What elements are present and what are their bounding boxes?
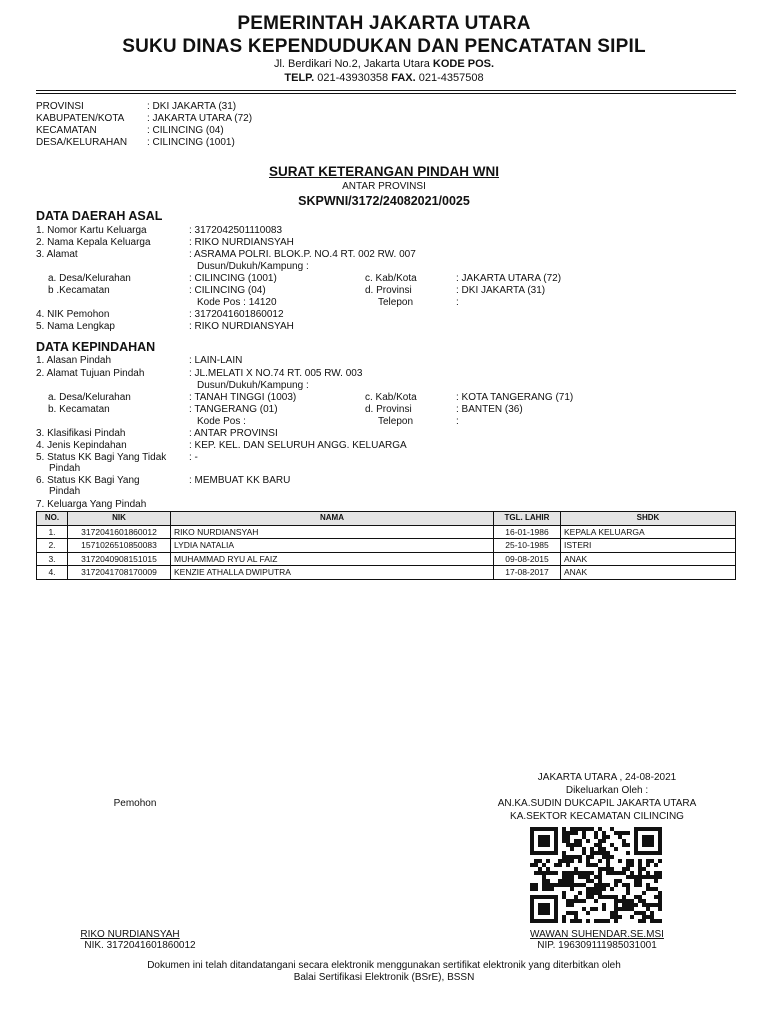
asal-kab-label: c. Kab/Kota [365, 273, 417, 284]
section-heading-kepindahan: DATA KEPINDAHAN [36, 340, 156, 354]
telp-value: 021-43930358 [314, 72, 392, 84]
pindah-status-tidak-label: 5. Status KK Bagi Yang Tidak [36, 452, 167, 463]
header-divider-thin [36, 93, 736, 94]
col-header-tgl-lahir: TGL. LAHIR [494, 512, 561, 526]
pindah-status-pindah-value: : MEMBUAT KK BARU [189, 475, 291, 486]
cell-shdk: ANAK [561, 552, 736, 566]
asal-alamat-value: : ASRAMA POLRI. BLOK.P. NO.4 RT. 002 RW. 007 [189, 249, 416, 260]
col-header-nik: NIK [68, 512, 171, 526]
pindah-dusun: Dusun/Dukuh/Kampung : [197, 380, 309, 391]
region-label-desa: DESA/KELURAHAN [36, 137, 128, 148]
region-label-kecamatan: KECAMATAN [36, 125, 97, 136]
cell-tgl-lahir: 16-01-1986 [494, 525, 561, 539]
telp-label: TELP. [284, 72, 315, 84]
cell-shdk: ANAK [561, 566, 736, 580]
pindah-jenis-label: 4. Jenis Kepindahan [36, 440, 127, 451]
header-divider [36, 90, 736, 91]
cell-shdk: ISTERI [561, 539, 736, 553]
region-label-kabkota: KABUPATEN/KOTA [36, 113, 125, 124]
asal-prov-label: d. Provinsi [365, 285, 412, 296]
pindah-telepon-value: : [456, 416, 459, 427]
cell-nama: MUHAMMAD RYU AL FAIZ [171, 552, 494, 566]
table-row [37, 566, 736, 580]
asal-telepon-value: : [456, 297, 459, 308]
footer-line2: Balai Sertifikasi Elektronik (BSrE), BSSN [293, 972, 475, 983]
pindah-keluarga-label: 7. Keluarga Yang Pindah [36, 499, 147, 510]
asal-prov-value: : DKI JAKARTA (31) [456, 285, 546, 296]
table-header-row [37, 512, 736, 526]
fax-label: FAX. [391, 72, 416, 84]
address-text: Jl. Berdikari No.2, Jakarta Utara [273, 58, 433, 70]
footer-line1: Dokumen ini telah ditandatangani secara elektronik menggunakan sertifikat elektronik yang diterbitkan oleh [147, 960, 621, 971]
asal-kodepos: Kode Pos : 14120 [197, 297, 277, 308]
cell-nik: 3172040908151015 [68, 552, 171, 566]
cell-nik: 1571026510850083 [68, 539, 171, 553]
pindah-status-pindah-label: 6. Status KK Bagi Yang [36, 475, 140, 486]
asal-nik-value: : 3172041601860012 [189, 309, 284, 320]
pindah-kec-label: b. Kecamatan [48, 404, 110, 415]
pindah-telepon-label: Telepon [378, 416, 414, 427]
pindah-prov-value: : BANTEN (36) [456, 404, 523, 415]
col-header-shdk: SHDK [561, 512, 736, 526]
asal-kk-label: 1. Nomor Kartu Keluarga [36, 225, 147, 236]
asal-dusun: Dusun/Dukuh/Kampung : [197, 261, 309, 272]
region-value-kabkota: : JAKARTA UTARA (72) [147, 113, 253, 124]
asal-nik-label: 4. NIK Pemohon [36, 309, 110, 320]
asal-desa-label: a. Desa/Kelurahan [48, 273, 131, 284]
pindah-kec-value: : TANGERANG (01) [189, 404, 278, 415]
cell-no: 1. [37, 525, 68, 539]
region-value-desa: : CILINCING (1001) [147, 137, 235, 148]
sign-place-date: JAKARTA UTARA , 24-08-2021 [537, 772, 677, 783]
col-header-nama: NAMA [171, 512, 494, 526]
region-label-provinsi: PROVINSI [36, 101, 84, 112]
pindah-kodepos: Kode Pos : [197, 416, 246, 427]
header-title-line1: PEMERINTAH JAKARTA UTARA [237, 13, 531, 34]
cell-nik: 3172041601860012 [68, 525, 171, 539]
section-heading-asal: DATA DAERAH ASAL [36, 209, 163, 223]
table-row [37, 552, 736, 566]
asal-nama-label: 5. Nama Lengkap [36, 321, 115, 332]
cell-no: 2. [37, 539, 68, 553]
document-number: SKPWNI/3172/24082021/0025 [298, 194, 470, 208]
qr-code-icon [530, 826, 662, 924]
pindah-alasan-label: 1. Alasan Pindah [36, 355, 112, 366]
cell-tgl-lahir: 25-10-1985 [494, 539, 561, 553]
pindah-prov-label: d. Provinsi [365, 404, 412, 415]
col-header-no: NO. [37, 512, 68, 526]
pindah-klasifikasi-value: : ANTAR PROVINSI [189, 428, 278, 439]
region-value-kecamatan: : CILINCING (04) [147, 125, 224, 136]
pindah-tujuan-value: : JL.MELATI X NO.74 RT. 005 RW. 003 [189, 368, 363, 379]
asal-nama-value: : RIKO NURDIANSYAH [189, 321, 294, 332]
cell-tgl-lahir: 09-08-2015 [494, 552, 561, 566]
document-title [0, 164, 768, 179]
cell-nama: LYDIA NATALIA [171, 539, 494, 553]
document-title-text: SURAT KETERANGAN PINDAH WNI [269, 164, 499, 179]
pindah-kab-label: c. Kab/Kota [365, 392, 417, 403]
header-address [0, 58, 768, 70]
sign-an: AN.KA.SUDIN DUKCAPIL JAKARTA UTARA [497, 798, 697, 809]
asal-alamat-label: 3. Alamat [36, 249, 78, 260]
region-value-provinsi: : DKI JAKARTA (31) [147, 101, 237, 112]
official-nip: NIP. 196309111985031001 [537, 940, 657, 951]
cell-tgl-lahir: 17-08-2017 [494, 566, 561, 580]
asal-kec-label: b .Kecamatan [48, 285, 110, 296]
asal-kab-value: : JAKARTA UTARA (72) [456, 273, 562, 284]
header-title-line2: SUKU DINAS KEPENDUDUKAN DAN PENCATATAN SIPIL [122, 36, 646, 57]
pindah-kab-value: : KOTA TANGERANG (71) [456, 392, 574, 403]
sign-ka: KA.SEKTOR KECAMATAN CILINCING [510, 811, 684, 822]
asal-kepala-label: 2. Nama Kepala Keluarga [36, 237, 151, 248]
asal-kec-value: : CILINCING (04) [189, 285, 266, 296]
pindah-desa-value: : TANAH TINGGI (1003) [189, 392, 297, 403]
cell-nik: 3172041708170009 [68, 566, 171, 580]
pindah-jenis-value: : KEP. KEL. DAN SELURUH ANGG. KELUARGA [189, 440, 407, 451]
asal-kk-value: : 3172042501110083 [189, 225, 283, 236]
pindah-tujuan-label: 2. Alamat Tujuan Pindah [36, 368, 145, 379]
pindah-desa-label: a. Desa/Kelurahan [48, 392, 131, 403]
pindah-klasifikasi-label: 3. Klasifikasi Pindah [36, 428, 126, 439]
address-kodepos: KODE POS. [432, 58, 495, 70]
cell-nama: KENZIE ATHALLA DWIPUTRA [171, 566, 494, 580]
pindah-status-tidak-label-2: Pindah [49, 463, 81, 474]
cell-nama: RIKO NURDIANSYAH [171, 525, 494, 539]
cell-shdk: KEPALA KELUARGA [561, 525, 736, 539]
official-name: WAWAN SUHENDAR.SE.MSI [530, 929, 664, 940]
table-row [37, 525, 736, 539]
cell-no: 3. [37, 552, 68, 566]
asal-desa-value: : CILINCING (1001) [189, 273, 277, 284]
pindah-status-tidak-value: : - [189, 452, 198, 463]
header-contact [0, 72, 768, 84]
pindah-alasan-value: : LAIN-LAIN [189, 355, 243, 366]
table-row [37, 539, 736, 553]
pemohon-nik: NIK. 3172041601860012 [84, 940, 196, 951]
pemohon-label: Pemohon [113, 798, 157, 809]
family-table [36, 511, 736, 580]
asal-telepon-label: Telepon [378, 297, 414, 308]
sign-issued-by: Dikeluarkan Oleh : [565, 785, 649, 796]
fax-value: 021-4357508 [415, 72, 484, 84]
pemohon-name: RIKO NURDIANSYAH [80, 929, 180, 940]
asal-kepala-value: : RIKO NURDIANSYAH [189, 237, 294, 248]
cell-no: 4. [37, 566, 68, 580]
pindah-status-pindah-label-2: Pindah [49, 486, 81, 497]
document-subtitle: ANTAR PROVINSI [342, 181, 426, 192]
